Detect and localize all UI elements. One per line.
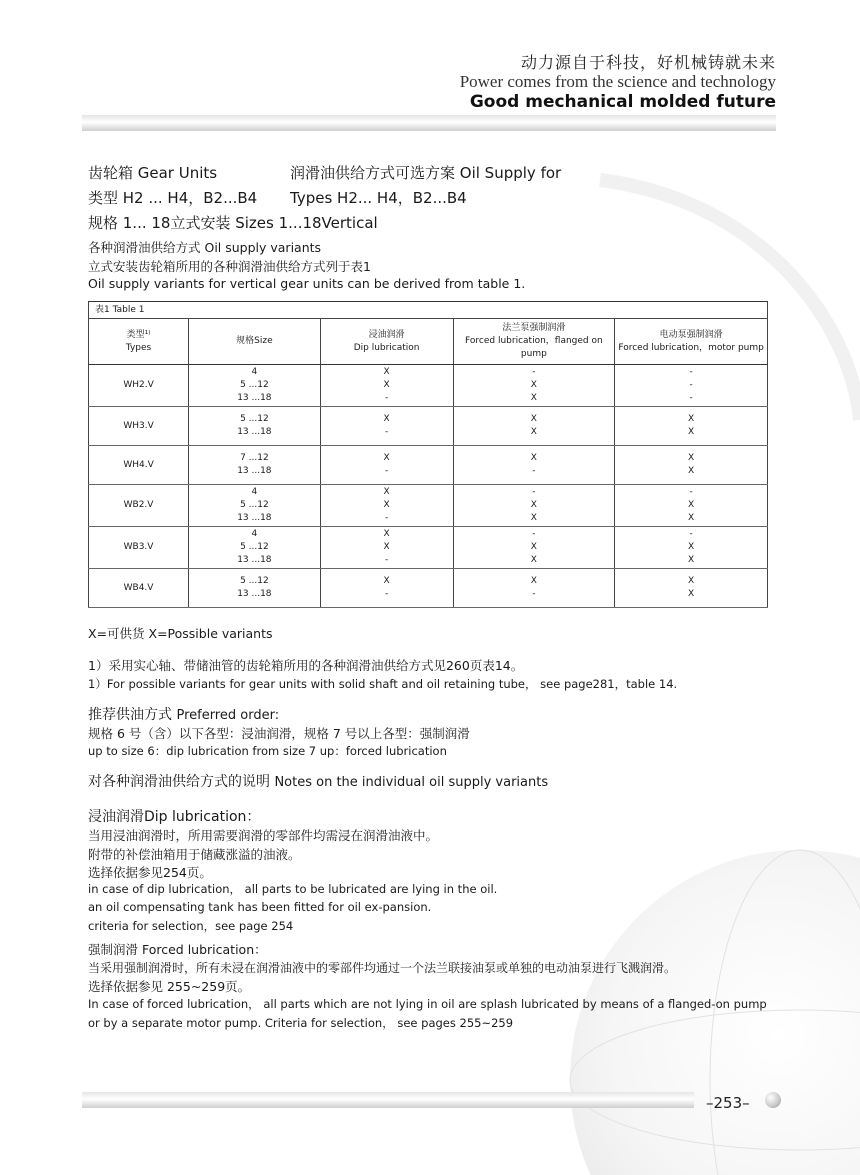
table-row	[89, 527, 768, 569]
forced-heading: 强制润滑 Forced lubrication：	[88, 942, 267, 957]
cell-sizes: 4 5 ...12 13 ...18	[189, 365, 321, 407]
cell-flange: X -	[453, 569, 615, 608]
title-types-en: Types H2... H4，B2...B4	[290, 189, 467, 207]
cell-dip: X -	[320, 407, 453, 446]
cell-dip: X X -	[320, 485, 453, 527]
cell-type: WB3.V	[89, 527, 189, 569]
dip-en-1: in case of dip lubrication， all parts to be lubricated are lying in the oil.	[88, 882, 498, 896]
title-sizes: 规格 1... 18立式安装 Sizes 1...18Vertical	[88, 214, 378, 232]
table-row	[89, 365, 768, 407]
preferred-en: up to size 6：dip lubrication from size 7 up：forced lubrication	[88, 744, 447, 758]
cell-type: WH4.V	[89, 446, 189, 485]
intro-line-3: Oil supply variants for vertical gear units can be derived from table 1.	[88, 276, 526, 291]
table-header-row	[89, 319, 768, 365]
header-types: 类型¹⁾ Types	[89, 319, 189, 365]
cell-flange: X -	[453, 446, 615, 485]
footer-divider-bar	[82, 1092, 694, 1108]
cell-sizes: 5 ...12 13 ...18	[189, 407, 321, 446]
cell-motor: - X X	[615, 485, 768, 527]
cell-motor: X X	[615, 446, 768, 485]
cell-motor: X X	[615, 569, 768, 608]
oil-supply-table	[88, 301, 768, 608]
cell-flange: - X X	[453, 527, 615, 569]
cell-sizes: 4 5 ...12 13 ...18	[189, 485, 321, 527]
preferred-heading: 推荐供油方式 Preferred order:	[88, 707, 280, 723]
header-slogan-cn: 动力源自于科技，好机械铸就未来	[520, 53, 776, 72]
header-dip: 浸油润滑 Dip lubrication	[320, 319, 453, 365]
title-types-cn: 类型 H2 ... H4，B2...B4	[88, 189, 258, 207]
cell-flange: - X X	[453, 365, 615, 407]
dip-cn-3: 选择依据参见254页。	[88, 865, 212, 880]
header-flange: 法兰泵强制润滑 Forced lubrication，flanged on pump	[453, 319, 615, 365]
footnote-en: 1）For possible variants for gear units with solid shaft and oil retaining tube， see page281，table 14.	[88, 677, 678, 691]
header-slogan-en: Power comes from the science and technology	[459, 72, 776, 91]
header-slogan-bold: Good mechanical molded future	[469, 92, 776, 112]
cell-motor: - X X	[615, 527, 768, 569]
intro-line-1: 各种润滑油供给方式 Oil supply variants	[88, 240, 322, 255]
title-gear-units: 齿轮箱 Gear Units	[88, 164, 218, 182]
cell-sizes: 5 ...12 13 ...18	[189, 569, 321, 608]
header-divider-bar	[82, 115, 776, 131]
cell-dip: X X -	[320, 527, 453, 569]
cell-type: WB4.V	[89, 569, 189, 608]
table-row	[89, 569, 768, 608]
forced-en-2: or by a separate motor pump. Criteria for selection， see pages 255~259	[88, 1016, 514, 1030]
title-oil-supply: 润滑油供给方式可选方案 Oil Supply for	[290, 164, 562, 182]
cell-type: WH3.V	[89, 407, 189, 446]
notes-heading: 对各种润滑油供给方式的说明 Notes on the individual oil supply variants	[88, 774, 549, 790]
cell-dip: X X -	[320, 365, 453, 407]
table-row	[89, 485, 768, 527]
forced-cn-2: 选择依据参见 255~259页。	[88, 979, 251, 994]
cell-sizes: 7 ...12 13 ...18	[189, 446, 321, 485]
header-motor: 电动泵强制润滑 Forced lubrication，motor pump	[615, 319, 768, 365]
dip-heading: 浸油润滑Dip lubrication：	[88, 809, 261, 825]
table-caption: 表1 Table 1	[89, 302, 768, 319]
cell-motor: X X	[615, 407, 768, 446]
page-number: –253–	[706, 1094, 750, 1112]
dip-cn-1: 当用浸油润滑时，所用需要润滑的零部件均需浸在润滑油液中。	[88, 828, 439, 843]
dip-en-3: criteria for selection，see page 254	[88, 919, 294, 933]
cell-flange: X X	[453, 407, 615, 446]
cell-motor: - - -	[615, 365, 768, 407]
table-row	[89, 446, 768, 485]
cell-type: WH2.V	[89, 365, 189, 407]
dip-cn-2: 附带的补偿油箱用于储藏涨溢的油液。	[88, 847, 301, 862]
header-size: 规格Size	[189, 319, 321, 365]
intro-line-2: 立式安装齿轮箱所用的各种润滑油供给方式列于表1	[88, 259, 371, 274]
preferred-cn: 规格 6 号（含）以下各型：浸油润滑，规格 7 号以上各型：强制润滑	[88, 726, 470, 741]
legend: X=可供货 X=Possible variants	[88, 626, 273, 641]
table-row	[89, 407, 768, 446]
dip-en-2: an oil compensating tank has been fitted for oil ex-pansion.	[88, 900, 432, 914]
cell-dip: X -	[320, 569, 453, 608]
cell-flange: - X X	[453, 485, 615, 527]
forced-cn-1: 当采用强制润滑时，所有未浸在润滑油液中的零部件均通过一个法兰联接油泵或单独的电动油泵进行飞溅润滑。	[88, 961, 677, 975]
forced-en-1: In case of forced lubrication， all parts which are not lying in oil are splash lubricated by means of a flanged-on pump	[88, 997, 767, 1011]
cell-type: WB2.V	[89, 485, 189, 527]
page-dot-icon	[765, 1092, 781, 1108]
cell-sizes: 4 5 ...12 13 ...18	[189, 527, 321, 569]
cell-dip: X -	[320, 446, 453, 485]
footnote-cn: 1）采用实心轴、带储油管的齿轮箱所用的各种润滑油供给方式见260页表14。	[88, 658, 524, 673]
